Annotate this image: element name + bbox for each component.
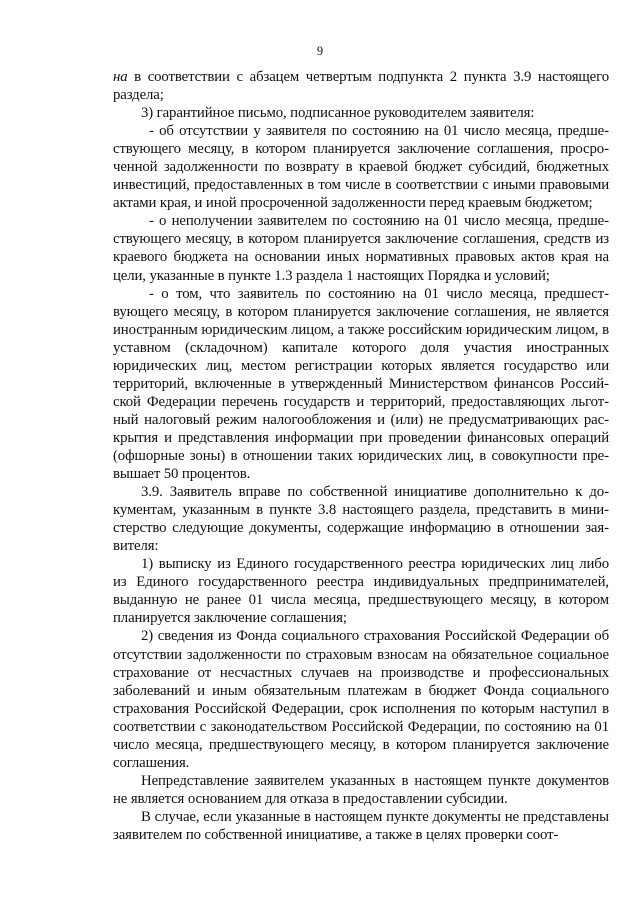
paragraph-non-submission: Непредставление заявителем указанных в настоящем пункте документов не является основанием для отказа в предоставлении субсидии. xyxy=(113,772,609,807)
paragraph-verification: В случае, если указанные в настоящем пункте документы не представлены заявителем по собственной инициативе, а также в целях проверки соот- xyxy=(113,808,609,843)
paragraph-social-insurance-info: 2) сведения из Фонда социального страхования Российской Федерации об отсутствии задолженности по страховым взносам на обязательное социальное страхование от несчастных случаев на производстве и профессиональных заболеваний и иным обязательным платежам в бюджет Фонда социального страхования Российской Федерации, срок исполнения по которым наступил в соответствии с законодательством Российской Федерации, по состоянию на 01 число месяца, предшествующего месяцу, в котором планируется заключение соглашения. xyxy=(113,628,609,771)
continuation-lead-word: на xyxy=(113,69,128,85)
paragraph-continuation xyxy=(113,68,609,104)
continuation-text: в соответствии с абзацем четвертым подпункта 2 пункта 3.9 настоящего раздела; xyxy=(113,69,609,104)
paragraph-guarantee-letter: 3) гарантийное письмо, подписанное руководителем заявителя: xyxy=(141,105,535,122)
paragraph-registry-extract: 1) выписку из Единого государственного реестра юридических лиц либо из Единого государственного реестра индивидуальных предпринимателей, выданную не ранее 01 числа месяца, предшествующего месяцу, в котором планируется заключение соглашения; xyxy=(113,556,609,627)
paragraph-section-3-9: 3.9. Заявитель вправе по собственной инициативе дополнительно к документам, указанным в пункте 3.8 настоящего раздела, представить в министерство следующие документы, содержащие информацию в отношении заявителя: xyxy=(113,484,609,555)
document-body xyxy=(113,68,609,844)
paragraph-no-other-funds: - о неполучении заявителем по состоянию на 01 число месяца, предшествующего месяцу, в котором планируется заключение соглашения, средств из краевого бюджета на основании иных нормативных правовых актов края на цели, указанные в пункте 1.3 раздела 1 настоящих Порядка и условий; xyxy=(113,213,609,284)
page-number: 9 xyxy=(316,44,324,58)
paragraph-no-overdue-debt: - об отсутствии у заявителя по состоянию на 01 число месяца, предшествующего месяцу, в котором планируется заключение соглашения, просроченной задолженности по возврату в краевой бюджет субсидий, бюджетных инвестиций, предоставленных в том числе в соответствии с иными правовыми актами края, и иной просроченной задолженности перед краевым бюджетом; xyxy=(113,123,609,212)
paragraph-not-foreign-entity: - о том, что заявитель по состоянию на 01 число месяца, предшествующего месяцу, в котором планируется заключение соглашения, не является иностранным юридическим лицом, а также российским юридическим лицом, в уставном (складочном) капитале которого доля участия иностранных юридических лиц, местом регистрации которых является государство или территорий, включенные в утвержденный Министерством финансов Российской Федерации перечень государств и территорий, предоставляющих льготный налоговый режим налогообложения и (или) не предусматривающих раскрытия и представления информации при проведении финансовых операций (офшорные зоны) в отношении таких юридических лиц, в совокупности превышает 50 процентов. xyxy=(113,285,609,483)
